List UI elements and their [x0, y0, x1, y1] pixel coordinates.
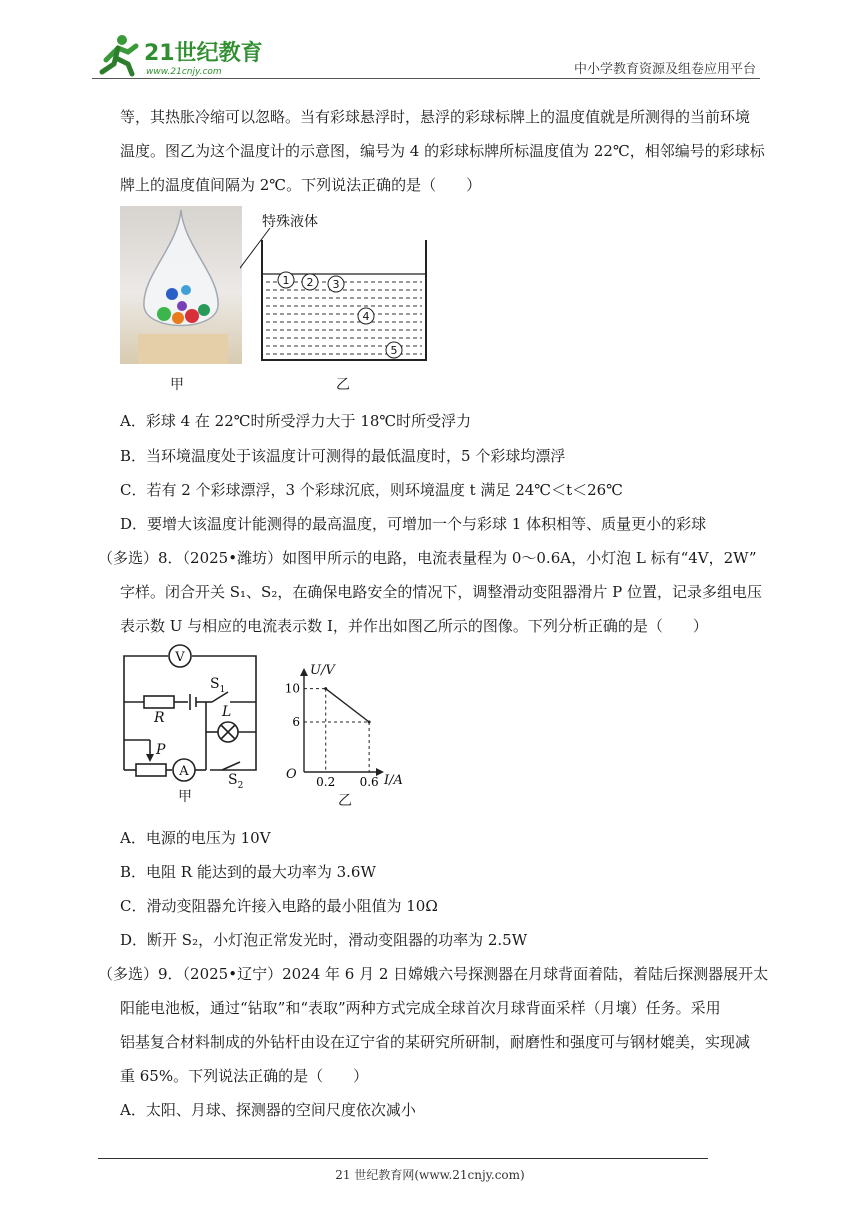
q8-text-line: （多选）8．（2025•潍坊）如图甲所示的电路，电流表量程为 0～0.6A，小灯泡 L 标有“4V，2W”: [98, 549, 757, 567]
logo-text: 21世纪教育: [144, 41, 263, 66]
graph-caption: 乙: [338, 793, 352, 809]
data-point: [368, 721, 371, 724]
q7-text-line: 温度。图乙为这个温度计的示意图，编号为 4 的彩球标牌所标温度值为 22℃，相邻编号的彩球标: [120, 142, 765, 160]
q7-option-c: C．若有 2 个彩球漂浮，3 个彩球沉底，则环境温度 t 满足 24℃＜t＜26℃: [120, 481, 623, 499]
circuit-caption: 甲: [178, 789, 192, 805]
logo-url: www.21cnjy.com: [146, 67, 222, 77]
q8-text-line: 表示数 U 与相应的电流表示数 I，并作出如图乙所示的图像。下列分析正确的是（ ）: [120, 617, 708, 635]
ball-label: 4: [362, 310, 370, 323]
thermometer-diagram: [240, 208, 440, 368]
series-line: [326, 689, 369, 722]
resistor-label: R: [154, 710, 165, 726]
runner-logo-icon: [102, 35, 136, 74]
ball-label: 5: [390, 344, 398, 357]
thermometer-photo: [120, 206, 242, 364]
data-point: [324, 687, 327, 690]
q9-text-line: （多选）9．（2025•辽宁）2024 年 6 月 2 日嫦娥六号探测器在月球背面着陆，着陆后探测器展开太: [98, 965, 769, 983]
q9-text-line: 阳能电池板，通过“钻取”和“表取”两种方式完成全球首次月球背面采样（月壤）任务。采用: [120, 999, 721, 1017]
figure-caption-yi: 乙: [336, 377, 350, 393]
lamp-label: L: [222, 704, 232, 720]
graph-ylabel: U/V: [310, 663, 335, 678]
ui-graph: [280, 660, 420, 790]
voltmeter-label: V: [175, 650, 185, 665]
platform-name: 中小学教育资源及组卷应用平台: [573, 62, 756, 77]
footer-text: 21 世纪教育网(www.21cnjy.com): [335, 1168, 525, 1182]
y-tick-label: 6: [292, 715, 300, 729]
q7-option-d: D．要增大该温度计能测得的最高温度，可增加一个与彩球 1 体积相等、质量更小的彩球: [120, 515, 707, 533]
figure-caption-jia: 甲: [170, 377, 184, 393]
x-tick-label: 0.2: [316, 775, 336, 789]
footer-divider: [98, 1158, 708, 1159]
q7-text-line: 等，其热胀冷缩可以忽略。当有彩球悬浮时，悬浮的彩球标牌上的温度值就是所测得的当前环境: [120, 108, 751, 126]
q7-option-b: B．当环境温度处于该温度计可测得的最低温度时，5 个彩球均漂浮: [120, 447, 566, 465]
ball-label: 2: [306, 276, 314, 289]
q8-text-line: 字样。闭合开关 S₁、S₂，在确保电路安全的情况下，调整滑动变阻器滑片 P 位置，记录多组电压: [120, 583, 762, 601]
q7-option-a: A．彩球 4 在 22℃时所受浮力大于 18℃时所受浮力: [120, 412, 472, 430]
header-divider: [92, 78, 760, 79]
q8-option-a: A．电源的电压为 10V: [120, 829, 271, 847]
circuit-diagram: [110, 644, 270, 804]
q8-option-c: C．滑动变阻器允许接入电路的最小阻值为 10Ω: [120, 897, 438, 915]
graph-xlabel: I/A: [384, 773, 403, 788]
graph-origin: O: [286, 767, 297, 782]
site-logo: [92, 30, 272, 80]
q8-option-d: D．断开 S₂，小灯泡正常发光时，滑动变阻器的功率为 2.5W: [120, 931, 528, 949]
switch1-label: $S_1$: [210, 676, 226, 695]
switch2-label: $S_2$: [228, 772, 244, 791]
ammeter-label: A: [179, 764, 189, 779]
q9-text-line: 重 65%。下列说法正确的是（ ）: [120, 1067, 369, 1085]
liquid-label: 特殊液体: [262, 214, 318, 230]
slider-label: P: [156, 742, 166, 758]
y-tick-label: 10: [284, 681, 300, 696]
q7-text-line: 牌上的温度值间隔为 2℃。下列说法正确的是（ ）: [120, 176, 482, 194]
ball-label: 1: [282, 274, 290, 287]
q8-option-b: B．电阻 R 能达到的最大功率为 3.6W: [120, 863, 376, 881]
x-tick-label: 0.6: [359, 775, 379, 789]
ball-label: 3: [332, 278, 340, 291]
q9-option-a: A．太阳、月球、探测器的空间尺度依次减小: [120, 1101, 416, 1119]
q9-text-line: 铝基复合材料制成的外钻杆由设在辽宁省的某研究所研制，耐磨性和强度可与钢材媲美，实现减: [120, 1033, 751, 1051]
